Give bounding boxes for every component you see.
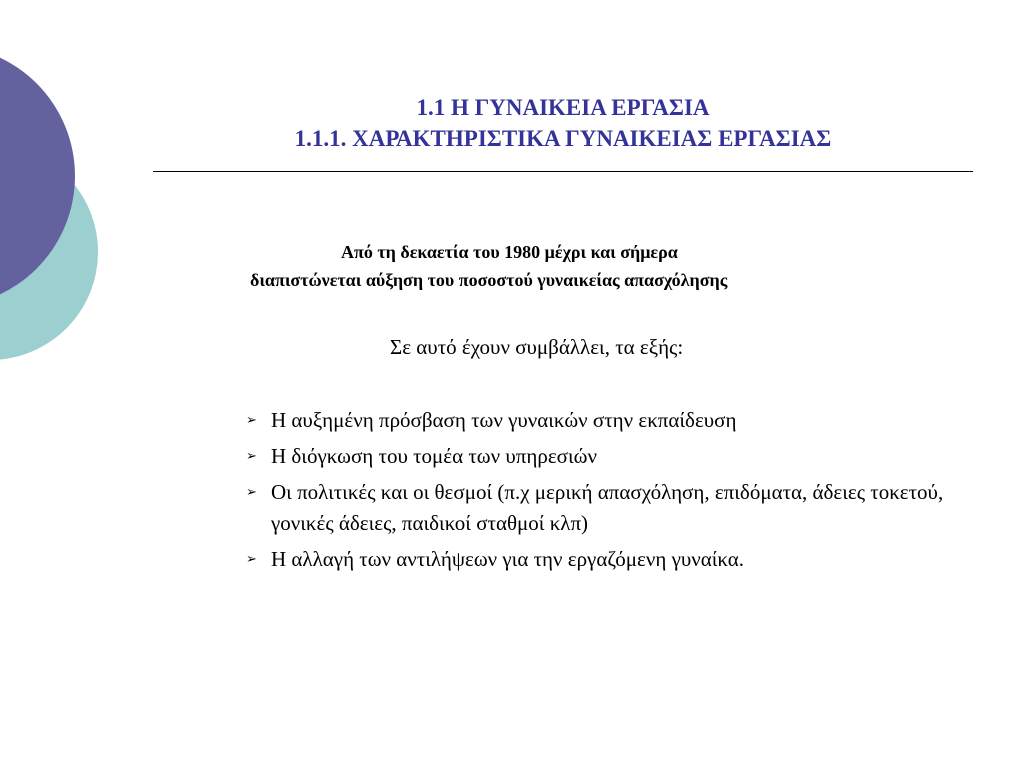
arrowhead-bullet-icon: ➢: [246, 449, 257, 464]
title-divider: [153, 171, 973, 172]
bullet-text: Οι πολιτικές και οι θεσμοί (π.χ μερική απασχόληση, επιδόματα, άδειες τοκετού, γονικές άδειες, παιδικοί σταθμοί κλπ): [271, 480, 944, 535]
bullet-item: [244, 441, 964, 472]
title-line-2: 1.1.1. ΧΑΡΑΚΤΗΡΙΣΤΙΚΑ ΓΥΝΑΙΚΕΙΑΣ ΕΡΓΑΣΙΑΣ: [294, 126, 832, 151]
bullet-item: [244, 477, 964, 539]
arrowhead-bullet-icon: ➢: [246, 413, 257, 428]
bullet-list: [244, 405, 964, 580]
bullet-text: Η διόγκωση του τομέα των υπηρεσιών: [271, 444, 597, 468]
bullet-item: [244, 405, 964, 436]
bullet-text: Η αλλαγή των αντιλήψεων για την εργαζόμενη γυναίκα.: [271, 547, 745, 571]
arrowhead-bullet-icon: ➢: [246, 552, 257, 567]
intro-line-1: Από τη δεκαετία του 1980 μέχρι και σήμερα: [341, 242, 678, 262]
slide-title: [153, 92, 973, 154]
intro-text: [153, 238, 973, 294]
bullet-item: [244, 544, 964, 575]
title-line-1: 1.1 Η ΓΥΝΑΙΚΕΙΑ ΕΡΓΑΣΙΑ: [416, 95, 710, 120]
arrowhead-bullet-icon: ➢: [246, 485, 257, 500]
lead-text: Σε αυτό έχουν συμβάλλει, τα εξής:: [390, 335, 684, 359]
intro-line-2: διαπιστώνεται αύξηση του ποσοστού γυναικείας απασχόλησης: [250, 270, 728, 290]
decorative-circles: [0, 0, 110, 410]
bullet-text: Η αυξημένη πρόσβαση των γυναικών στην εκπαίδευση: [271, 408, 737, 432]
